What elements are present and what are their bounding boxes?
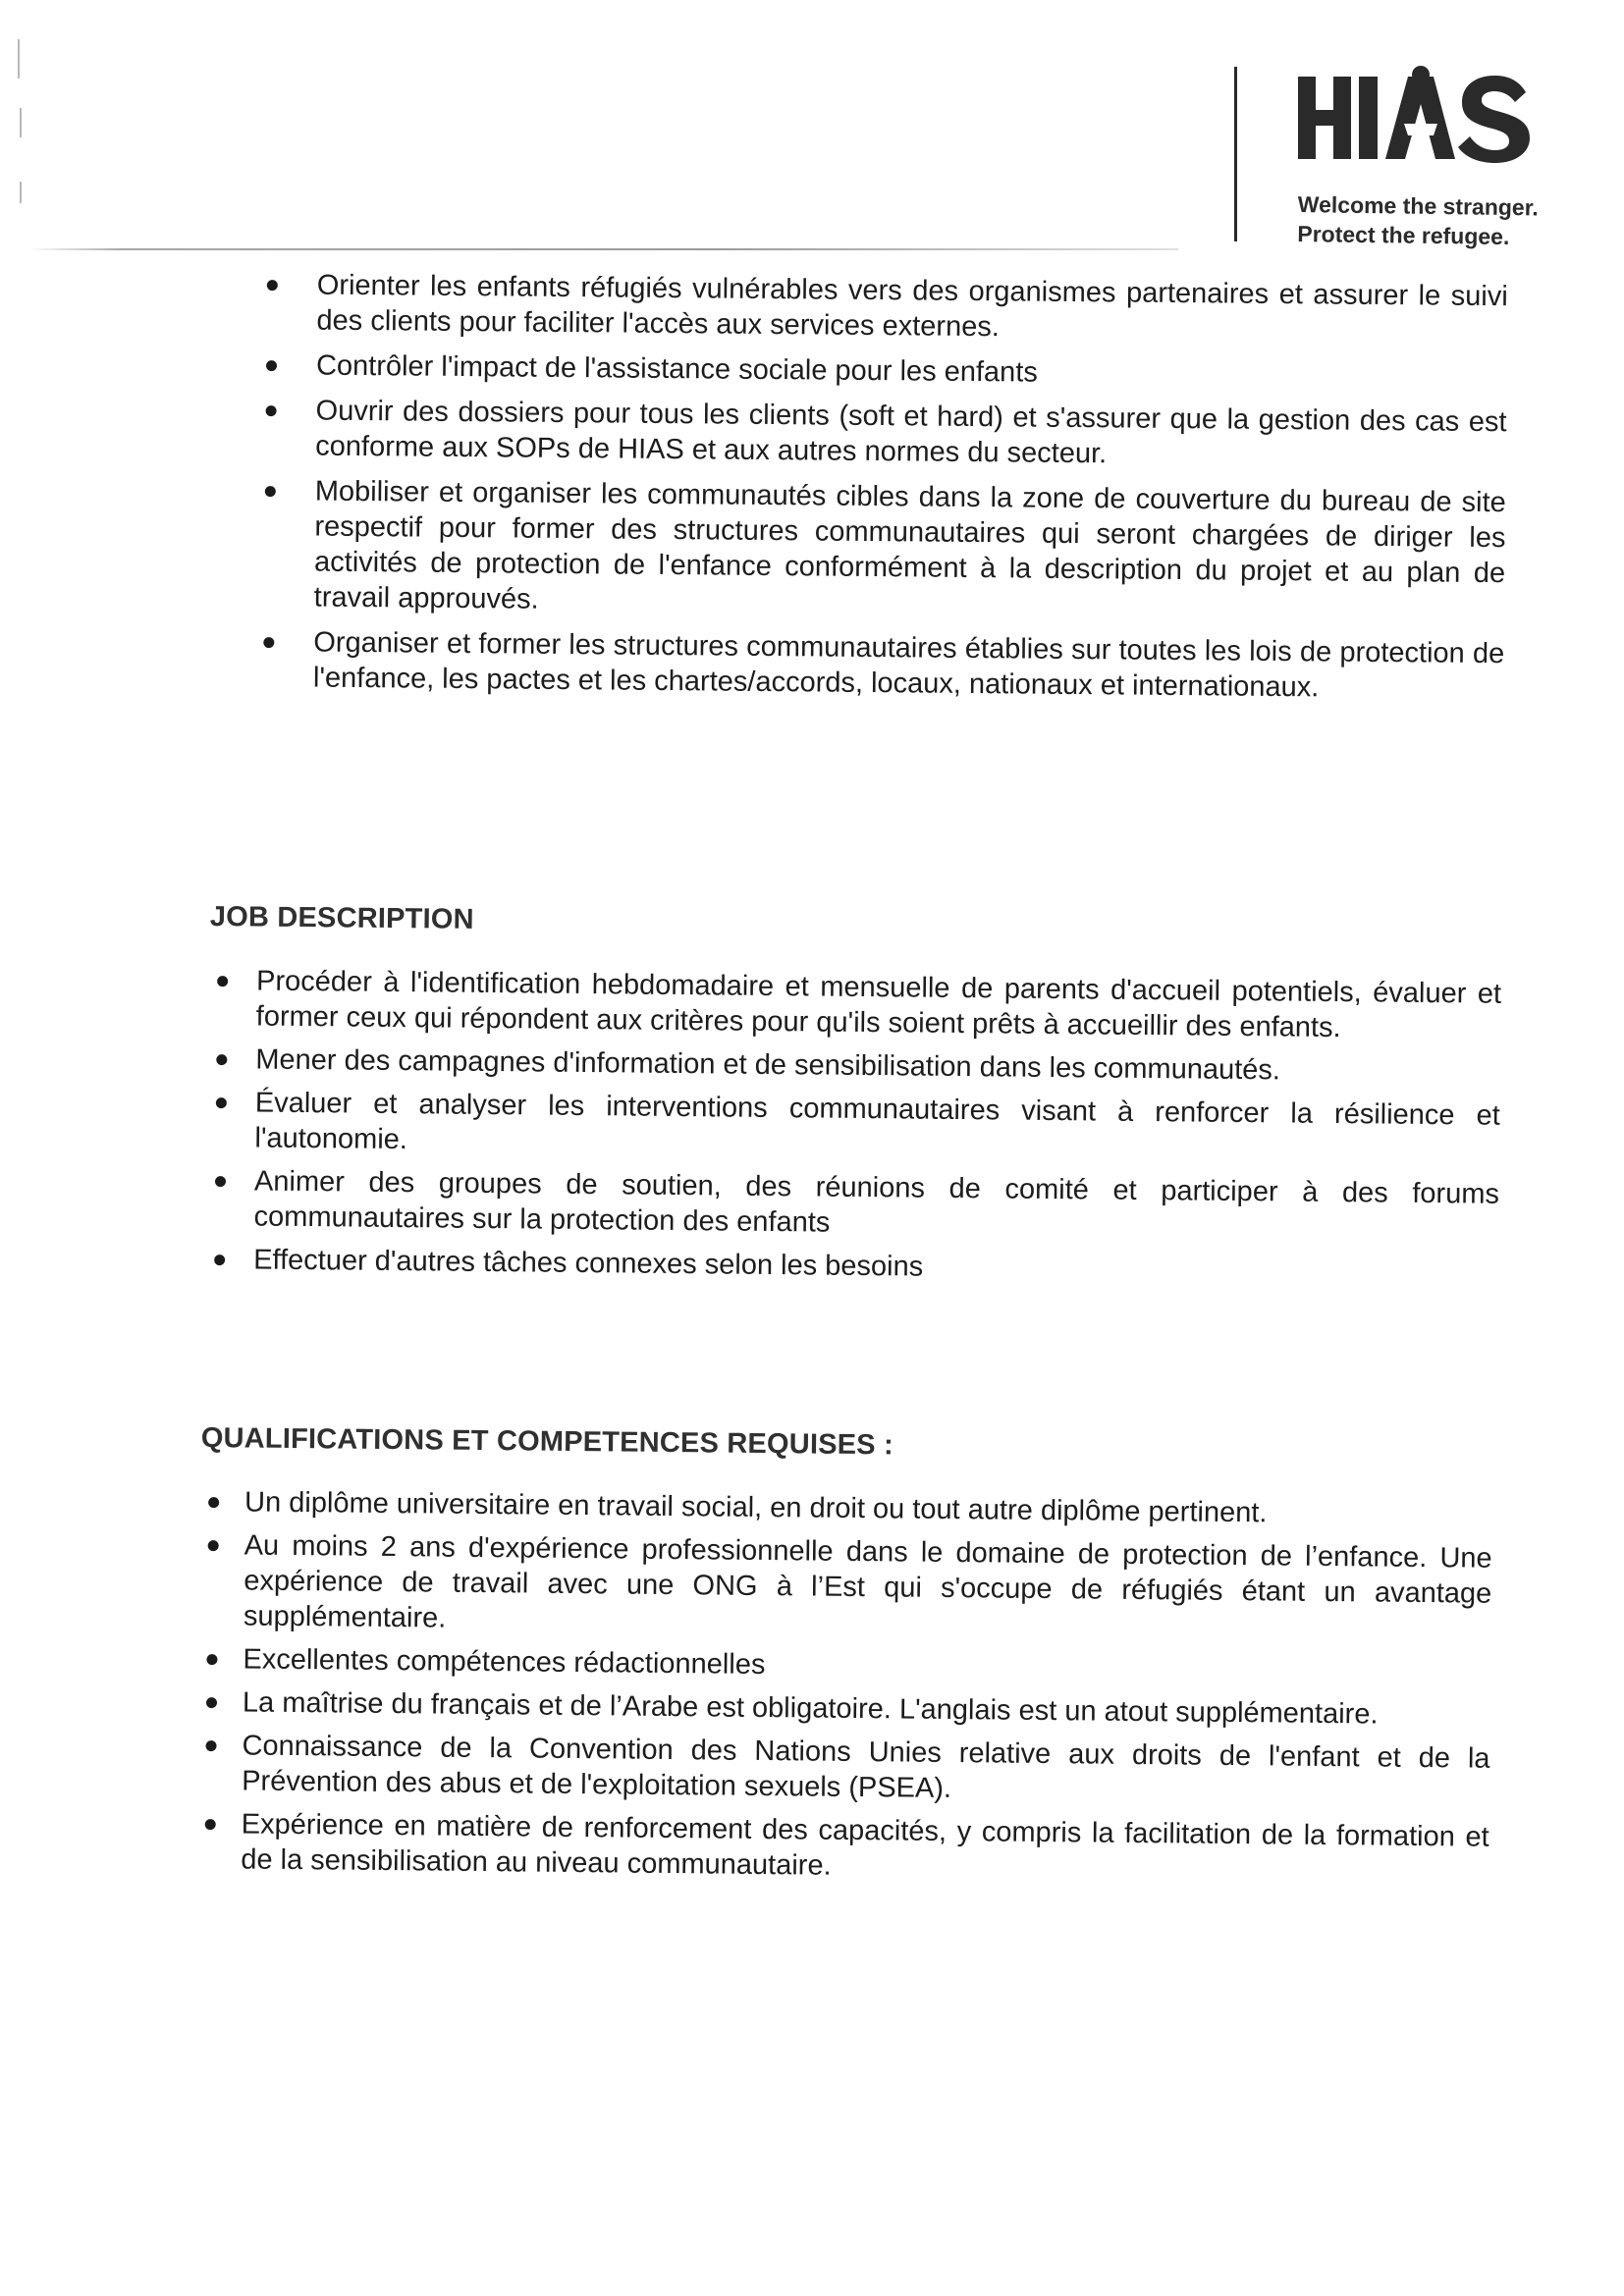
list-item	[207, 1085, 1500, 1169]
list-item	[257, 393, 1507, 475]
hias-logo-mark	[1298, 63, 1539, 166]
list-item	[258, 267, 1508, 349]
list-item-text: Au moins 2 ans d'expérience professionnelle dans le domaine de protection de l’enfance. Une expérience de travail avec une ONG à l’Est qui s'occupe de réfugiés étant un avantage supplémentaire.	[243, 1529, 1492, 1634]
list-item-text: Orienter les enfants réfugiés vulnérables vers des organismes partenaires et assurer le suivi des clients pour faciliter l'accès aux services externes.	[316, 269, 1508, 344]
bullet-icon	[216, 1097, 227, 1108]
list-item-text: Évaluer et analyser les interventions communautaires visant à renforcer la résilience et l'autonomie.	[254, 1087, 1500, 1156]
bullet-icon	[266, 360, 277, 371]
list-item	[198, 1641, 1490, 1690]
list-item	[198, 1684, 1490, 1734]
bullet-icon	[265, 486, 276, 497]
tagline-line-2: Protect the refugee.	[1297, 220, 1510, 250]
bullet-icon	[214, 1255, 225, 1265]
list-item-text: Connaissance de la Convention des Nations Unies relative aux droits de l'enfant et de la Prévention des abus et de l'exploitation sexuels (PSEA).	[242, 1730, 1490, 1805]
list-item-text: Excellentes compétences rédactionnelles	[243, 1643, 766, 1682]
tagline-line-1: Welcome the stranger.	[1297, 190, 1539, 221]
list-item	[200, 1484, 1492, 1533]
list-item-text: Contrôler l'impact de l'assistance sociale pour les enfants	[315, 349, 1038, 389]
bullet-icon	[208, 1540, 219, 1551]
list-item	[199, 1527, 1492, 1647]
list-item-text: Animer des groupes de soutien, des réunions de comité et participer à des forums communautaires sur la protection des enfants	[253, 1165, 1500, 1239]
job-description-section	[206, 901, 1502, 1299]
list-item	[196, 1806, 1489, 1891]
qualifications-section	[196, 1422, 1493, 1898]
list-item	[206, 1163, 1499, 1248]
list-item	[197, 1728, 1490, 1812]
bullet-icon	[263, 637, 274, 648]
bullet-icon	[208, 1497, 219, 1508]
list-item-text: Effectuer d'autres tâches connexes selon les besoins	[253, 1244, 924, 1283]
bullet-icon	[206, 1697, 217, 1708]
responsibilities-list	[255, 267, 1508, 707]
list-item-text: Un diplôme universitaire en travail social, en droit ou tout autre diplôme pertinent.	[244, 1486, 1268, 1529]
logo-tagline	[1297, 189, 1539, 251]
list-item	[206, 1242, 1498, 1291]
scan-edge-mark	[20, 108, 22, 137]
hias-logo	[1298, 63, 1593, 166]
logo-divider	[1234, 67, 1237, 241]
bullet-icon	[215, 1176, 226, 1187]
list-item	[258, 347, 1507, 395]
list-item-text: La maîtrise du français et de l’Arabe est obligatoire. L'anglais est un atout supplémentaire.	[242, 1686, 1379, 1731]
job-description-list	[206, 963, 1501, 1291]
bullet-icon	[206, 1654, 217, 1665]
list-item-text: Mobiliser et organiser les communautés cibles dans la zone de couverture du bureau de site respectif pour former des structures communautaires qui seront chargées de diriger les activités de protection de l'enfance conformément à la description du projet et au plan de travail approuvés.	[313, 475, 1506, 615]
scan-edge-mark	[18, 39, 20, 79]
list-item	[255, 624, 1505, 707]
list-item	[256, 473, 1506, 626]
list-item-text: Expérience en matière de renforcement des capacités, y compris la facilitation de la formation et de la sensibilisation au niveau communautaire.	[241, 1808, 1489, 1882]
bullet-icon	[266, 405, 277, 416]
list-item-text: Mener des campagnes d'information et de sensibilisation dans les communautés.	[255, 1043, 1281, 1087]
list-item-text: Organiser et former les structures communautaires établies sur toutes les lois de protection de l'enfance, les pactes et les chartes/accords, locaux, nationaux et internationaux.	[312, 626, 1505, 704]
list-item	[208, 1041, 1500, 1091]
qualifications-list	[196, 1484, 1492, 1891]
bullet-icon	[205, 1819, 216, 1830]
header-rule	[29, 248, 1178, 250]
bullet-icon	[217, 976, 228, 987]
bullet-icon	[216, 1054, 227, 1065]
section-heading: JOB DESCRIPTION	[209, 901, 474, 935]
responsibilities-section	[255, 267, 1508, 717]
bullet-icon	[267, 280, 278, 291]
list-item	[209, 963, 1502, 1047]
scan-edge-mark	[20, 182, 22, 203]
list-item-text: Procéder à l'identification hebdomadaire et mensuelle de parents d'accueil potentiels, évaluer et former ceux qui répondent aux critères pour qu'ils soient prêts à accueillir des enfants.	[255, 965, 1502, 1044]
list-item-text: Ouvrir des dossiers pour tous les clients (soft et hard) et s'assurer que la gestion des cas est conforme aux SOPs de HIAS et aux autres normes du secteur.	[315, 395, 1507, 470]
section-heading: QUALIFICATIONS ET COMPETENCES REQUISES :	[200, 1422, 894, 1462]
bullet-icon	[205, 1740, 216, 1751]
